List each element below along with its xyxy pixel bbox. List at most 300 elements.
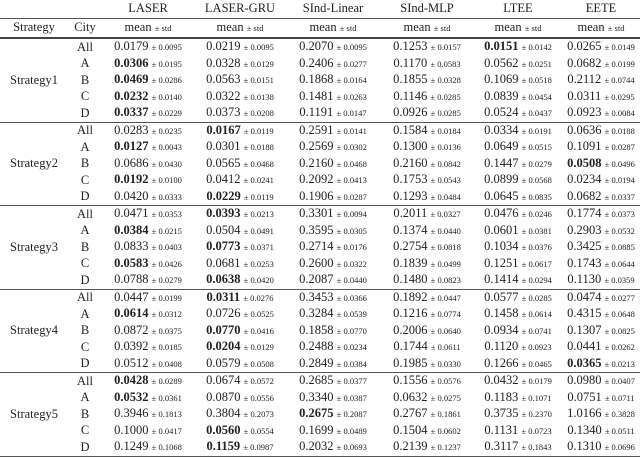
mean-value: 0.1744 [393, 339, 428, 353]
std-value: ± 0.0440 [336, 275, 367, 285]
value-cell [194, 38, 286, 56]
std-value: ± 0.0157 [430, 42, 461, 52]
mean-value: 0.1251 [484, 255, 519, 270]
mean-value: 0.0229 [206, 188, 241, 203]
mean-value: 0.2160 [393, 155, 428, 170]
value-cell [194, 272, 286, 289]
std-value: ± 0.0420 [243, 275, 274, 285]
std-value: ± 0.0987 [243, 442, 274, 452]
std-value: ± 0.0491 [243, 225, 274, 236]
value-cell [474, 72, 562, 89]
table-row [0, 89, 640, 106]
std-value: ± 0.0447 [430, 292, 461, 303]
value-cell [380, 172, 474, 189]
mean-value: 0.0504 [206, 222, 241, 237]
std-value: ± 0.0842 [430, 158, 461, 169]
std-value: ± 0.0164 [336, 75, 367, 85]
value-cell [562, 390, 640, 407]
value-cell [286, 172, 380, 189]
mean-value: 0.0373 [206, 105, 241, 119]
std-value: ± 0.0823 [430, 275, 461, 285]
std-value: ± 0.0100 [151, 175, 182, 185]
value-cell [194, 306, 286, 323]
value-cell [474, 239, 562, 256]
std-value: ± 0.1813 [151, 409, 182, 419]
value-cell [194, 172, 286, 189]
value-cell [286, 239, 380, 256]
value-cell [102, 72, 194, 89]
std-value: ± 0.1861 [430, 409, 461, 419]
value-cell [474, 139, 562, 156]
value-cell [194, 373, 286, 390]
mean-value: 0.0638 [206, 272, 241, 286]
value-cell [102, 56, 194, 73]
mean-value: 0.1300 [393, 139, 428, 153]
value-cell [194, 72, 286, 89]
std-value: ± 0.0556 [243, 392, 274, 403]
value-cell [380, 423, 474, 440]
city-cell: D [68, 356, 102, 373]
std-value: ± 0.0119 [243, 125, 274, 136]
table-row [0, 272, 640, 289]
mean-value: 0.1699 [299, 422, 334, 437]
mean-value: 0.1069 [484, 72, 519, 86]
std-value: ± 0.0276 [243, 292, 274, 303]
mean-value: 0.0645 [484, 188, 519, 203]
value-cell [562, 56, 640, 73]
mean-value: 0.1743 [567, 255, 602, 270]
value-cell [380, 206, 474, 223]
value-cell [286, 390, 380, 407]
std-value: ± 0.0043 [151, 142, 182, 152]
value-cell [380, 38, 474, 56]
mean-value: 0.0674 [206, 373, 241, 387]
value-cell [102, 272, 194, 289]
value-cell [380, 256, 474, 273]
value-cell [562, 256, 640, 273]
mean-value: 0.1307 [567, 322, 602, 337]
value-cell [474, 339, 562, 356]
header-blank [68, 0, 102, 19]
std-value: ± 0.0185 [151, 342, 182, 352]
mean-value: 0.3946 [114, 406, 149, 420]
mean-value: 0.0392 [114, 339, 149, 353]
value-cell [194, 256, 286, 273]
value-cell [102, 223, 194, 240]
mean-value: 0.1839 [393, 255, 428, 270]
std-value: ± 0.0285 [430, 108, 461, 118]
std-value: ± 0.0191 [521, 125, 552, 136]
std-value: ± 0.0279 [521, 158, 552, 169]
std-value: ± 0.0572 [243, 376, 274, 386]
value-cell [474, 223, 562, 240]
std-value: ± 0.0141 [336, 125, 367, 136]
std-value: ± 0.0213 [243, 209, 274, 219]
metric-sub-label: ± std [607, 22, 625, 33]
city-cell: D [68, 272, 102, 289]
mean-value: 0.0447 [114, 289, 149, 304]
mean-value: 0.0682 [567, 55, 602, 70]
mean-value: 0.0232 [114, 88, 149, 103]
std-value: ± 0.0508 [243, 358, 274, 369]
std-value: ± 0.0286 [151, 75, 182, 85]
value-cell [562, 289, 640, 306]
std-value: ± 0.1843 [521, 442, 552, 452]
mean-value: 0.0934 [484, 322, 519, 337]
value-cell [102, 89, 194, 106]
mean-value: 0.1183 [484, 389, 519, 404]
value-cell [562, 306, 640, 323]
mean-value: 0.0682 [567, 188, 602, 203]
std-value: ± 0.0484 [430, 191, 461, 202]
table-row [0, 256, 640, 273]
std-value: ± 0.0381 [521, 225, 552, 236]
mean-value: 0.0926 [393, 105, 428, 119]
value-cell [474, 189, 562, 206]
mean-value: 0.0334 [484, 122, 519, 137]
value-cell [380, 373, 474, 390]
value-cell [102, 439, 194, 456]
table-row [0, 390, 640, 407]
value-cell [562, 356, 640, 373]
std-value: ± 0.0199 [604, 58, 635, 69]
strategy-label: Strategy1 [0, 38, 68, 122]
mean-value: 0.1458 [484, 306, 519, 320]
city-cell: A [80, 390, 90, 404]
std-value: ± 0.0084 [604, 108, 635, 118]
std-value: ± 0.0277 [604, 292, 635, 303]
std-value: ± 0.0741 [521, 325, 552, 336]
mean-value: 0.0899 [484, 172, 519, 186]
mean-value: 0.0127 [114, 139, 149, 153]
mean-value: 0.3595 [299, 222, 334, 237]
metric-label: mean [494, 19, 522, 34]
mean-value: 0.2767 [393, 406, 428, 420]
table-row [0, 373, 640, 390]
mean-value: 0.0872 [114, 322, 149, 337]
mean-value: 0.2160 [299, 155, 334, 170]
value-cell [102, 356, 194, 373]
mean-value: 0.0428 [114, 373, 149, 387]
mean-value: 0.0524 [484, 105, 519, 119]
std-value: ± 0.0138 [243, 91, 274, 102]
value-cell [102, 139, 194, 156]
value-cell [102, 423, 194, 440]
mean-value: 0.1855 [393, 72, 428, 86]
mean-value: 0.0770 [206, 322, 241, 337]
mean-value: 0.0301 [206, 139, 241, 153]
value-cell [286, 206, 380, 223]
mean-value: 0.0508 [567, 155, 602, 170]
city-cell: A [80, 139, 90, 154]
mean-value: 0.0751 [567, 389, 602, 404]
std-value: ± 0.2073 [243, 409, 274, 419]
value-cell [474, 306, 562, 323]
value-cell [562, 323, 640, 340]
std-value: ± 0.0188 [604, 125, 635, 136]
value-cell [194, 323, 286, 340]
mean-value: 0.0365 [567, 355, 602, 370]
std-value: ± 0.0499 [430, 258, 461, 269]
std-value: ± 0.0611 [430, 342, 461, 352]
mean-value: 0.0204 [206, 339, 241, 353]
std-value: ± 0.0468 [336, 158, 367, 169]
mean-value: 0.0337 [114, 105, 149, 119]
metric-sub-label: ± std [154, 22, 172, 33]
mean-value: 0.1310 [567, 439, 602, 453]
mean-value: 0.1374 [393, 222, 428, 237]
mean-value: 0.0583 [114, 255, 149, 270]
model-header: SInd-Linear [286, 0, 380, 19]
std-value: ± 0.1237 [430, 442, 461, 452]
mean-value: 0.2569 [299, 139, 334, 153]
city-cell: B [80, 239, 90, 254]
std-value: ± 0.0095 [336, 42, 367, 52]
city-cell: B [80, 156, 90, 170]
mean-value: 0.0306 [114, 55, 149, 70]
mean-value: 0.0579 [206, 355, 241, 370]
mean-value: 0.0560 [206, 422, 241, 437]
value-cell [562, 139, 640, 156]
value-cell [286, 38, 380, 56]
mean-value: 0.0980 [567, 373, 602, 387]
std-value: ± 0.0295 [604, 91, 635, 102]
mean-value: 0.0265 [567, 39, 602, 53]
value-cell [194, 139, 286, 156]
std-value: ± 0.0195 [151, 58, 182, 69]
value-cell [380, 272, 474, 289]
mean-value: 0.2139 [393, 439, 428, 453]
std-value: ± 0.0387 [336, 392, 367, 403]
std-value: ± 0.0416 [243, 325, 274, 336]
std-value: ± 0.0376 [521, 242, 552, 252]
std-value: ± 0.0373 [604, 209, 635, 219]
mean-value: 0.0219 [206, 39, 241, 53]
std-value: ± 0.0279 [151, 275, 182, 285]
city-cell: All [77, 290, 93, 304]
mean-value: 0.3425 [567, 239, 602, 253]
mean-value: 0.3735 [484, 406, 519, 420]
mean-value: 0.0311 [206, 289, 241, 304]
mean-value: 0.0179 [114, 39, 149, 53]
metric-header [286, 19, 380, 39]
city-cell: C [80, 89, 90, 103]
metric-header [474, 19, 562, 39]
value-cell [194, 289, 286, 306]
std-value: ± 0.0437 [521, 108, 552, 118]
std-value: ± 0.0263 [336, 91, 367, 102]
std-value: ± 0.0151 [243, 75, 274, 85]
mean-value: 0.0601 [484, 222, 519, 237]
value-cell [102, 323, 194, 340]
mean-value: 0.2070 [299, 39, 334, 53]
metric-sub-label: ± std [433, 22, 451, 33]
city-cell: B [80, 323, 90, 337]
mean-value: 0.2006 [393, 322, 428, 337]
std-value: ± 0.0337 [604, 191, 635, 202]
value-cell [286, 373, 380, 390]
mean-value: 0.1170 [393, 55, 428, 70]
value-cell [286, 256, 380, 273]
std-value: ± 0.1068 [151, 442, 182, 452]
value-cell [194, 206, 286, 223]
value-cell [562, 423, 640, 440]
mean-value: 0.0420 [114, 188, 149, 203]
mean-value: 0.1130 [567, 272, 602, 286]
table-row [0, 439, 640, 456]
city-cell: D [68, 189, 102, 206]
mean-value: 0.0234 [567, 172, 602, 186]
mean-value: 0.0151 [484, 39, 519, 53]
std-value: ± 0.0825 [604, 325, 635, 336]
mean-value: 0.3804 [206, 406, 241, 420]
mean-value: 0.0167 [206, 122, 241, 137]
mean-value: 0.0393 [206, 206, 241, 220]
std-value: ± 0.0095 [151, 42, 182, 52]
mean-value: 0.1293 [393, 188, 428, 203]
std-value: ± 0.3828 [604, 409, 635, 419]
std-value: ± 0.0129 [243, 342, 274, 352]
std-value: ± 0.0454 [521, 91, 552, 102]
value-cell [380, 289, 474, 306]
mean-value: 0.1120 [484, 339, 519, 353]
value-cell [380, 439, 474, 456]
mean-value: 0.1906 [299, 188, 334, 203]
city-cell: All [77, 123, 93, 137]
value-cell [102, 289, 194, 306]
value-cell [474, 206, 562, 223]
value-cell [286, 156, 380, 173]
std-value: ± 0.0353 [151, 209, 182, 219]
std-value: ± 0.0465 [521, 358, 552, 369]
mean-value: 0.0773 [206, 239, 241, 253]
std-value: ± 0.0285 [430, 91, 461, 102]
city-cell: A [80, 223, 90, 237]
std-value: ± 0.0384 [336, 358, 367, 369]
mean-value: 0.0328 [206, 55, 241, 70]
std-value: ± 0.0885 [604, 242, 635, 252]
strategy-label: Strategy4 [0, 289, 68, 373]
std-value: ± 0.0923 [521, 342, 552, 352]
std-value: ± 0.0241 [243, 175, 274, 185]
table-row [0, 72, 640, 89]
value-cell [102, 373, 194, 390]
mean-value: 0.0726 [206, 306, 241, 320]
mean-value: 0.2600 [299, 255, 334, 270]
value-cell [102, 206, 194, 223]
value-cell [474, 156, 562, 173]
table-row [0, 172, 640, 189]
mean-value: 0.1340 [567, 422, 602, 437]
mean-value: 0.1000 [114, 422, 149, 437]
table-row [0, 289, 640, 306]
std-value: ± 0.0119 [243, 191, 274, 202]
value-cell [286, 189, 380, 206]
value-cell [102, 172, 194, 189]
mean-value: 0.1146 [393, 88, 428, 103]
mean-value: 0.0441 [567, 339, 602, 353]
std-value: ± 0.0413 [336, 175, 367, 185]
table-row [0, 122, 640, 139]
std-value: ± 0.2087 [336, 409, 367, 419]
value-cell [380, 223, 474, 240]
value-cell [380, 339, 474, 356]
value-cell [380, 323, 474, 340]
value-cell [286, 306, 380, 323]
value-cell [380, 390, 474, 407]
mean-value: 0.1131 [484, 422, 519, 437]
value-cell [102, 239, 194, 256]
std-value: ± 0.0744 [604, 75, 635, 85]
std-value: ± 0.0366 [336, 292, 367, 303]
std-value: ± 0.0617 [521, 258, 552, 269]
mean-value: 0.0322 [206, 88, 241, 103]
value-cell [194, 122, 286, 139]
value-cell [286, 139, 380, 156]
mean-value: 0.0614 [114, 306, 149, 320]
mean-value: 0.1774 [567, 206, 602, 220]
value-cell [286, 122, 380, 139]
std-value: ± 0.0333 [151, 191, 182, 202]
metric-label: mean [403, 19, 431, 34]
std-value: ± 0.0287 [604, 142, 635, 152]
std-value: ± 0.0583 [430, 58, 461, 69]
mean-value: 0.2087 [299, 272, 334, 286]
value-cell [562, 156, 640, 173]
value-cell [286, 105, 380, 122]
value-cell [474, 373, 562, 390]
table-row [0, 406, 640, 423]
value-cell [102, 156, 194, 173]
std-value: ± 0.0208 [243, 108, 274, 118]
std-value: ± 0.0179 [521, 376, 552, 386]
std-value: ± 0.0576 [430, 376, 461, 386]
mean-value: 0.0562 [484, 55, 519, 70]
value-cell [562, 38, 640, 56]
metric-label: mean [216, 19, 244, 34]
value-cell [286, 423, 380, 440]
mean-value: 0.2406 [299, 55, 334, 70]
city-cell: A [80, 56, 90, 70]
table-row [0, 323, 640, 340]
value-cell [286, 406, 380, 423]
value-cell [102, 189, 194, 206]
value-cell [286, 339, 380, 356]
city-cell: C [80, 256, 90, 270]
mean-value: 0.3453 [299, 289, 334, 304]
std-value: ± 0.0215 [151, 225, 182, 236]
std-value: ± 0.0312 [151, 309, 182, 319]
mean-value: 0.1191 [299, 105, 334, 119]
std-value: ± 0.0614 [521, 309, 552, 319]
value-cell [286, 89, 380, 106]
mean-value: 0.1868 [299, 72, 334, 86]
city-cell: All [77, 206, 93, 221]
std-value: ± 0.1071 [521, 392, 552, 403]
table-row [0, 38, 640, 56]
mean-value: 0.0192 [114, 172, 149, 186]
std-value: ± 0.0305 [336, 225, 367, 236]
strategy-label: Strategy3 [0, 206, 68, 290]
city-cell: C [80, 423, 90, 437]
mean-value: 0.1556 [393, 373, 428, 387]
city-cell: D [68, 439, 102, 456]
std-value: ± 0.0294 [521, 275, 552, 285]
std-value: ± 0.0277 [336, 58, 367, 69]
mean-value: 0.0788 [114, 272, 149, 286]
city-cell: All [77, 39, 93, 54]
table-row [0, 206, 640, 223]
